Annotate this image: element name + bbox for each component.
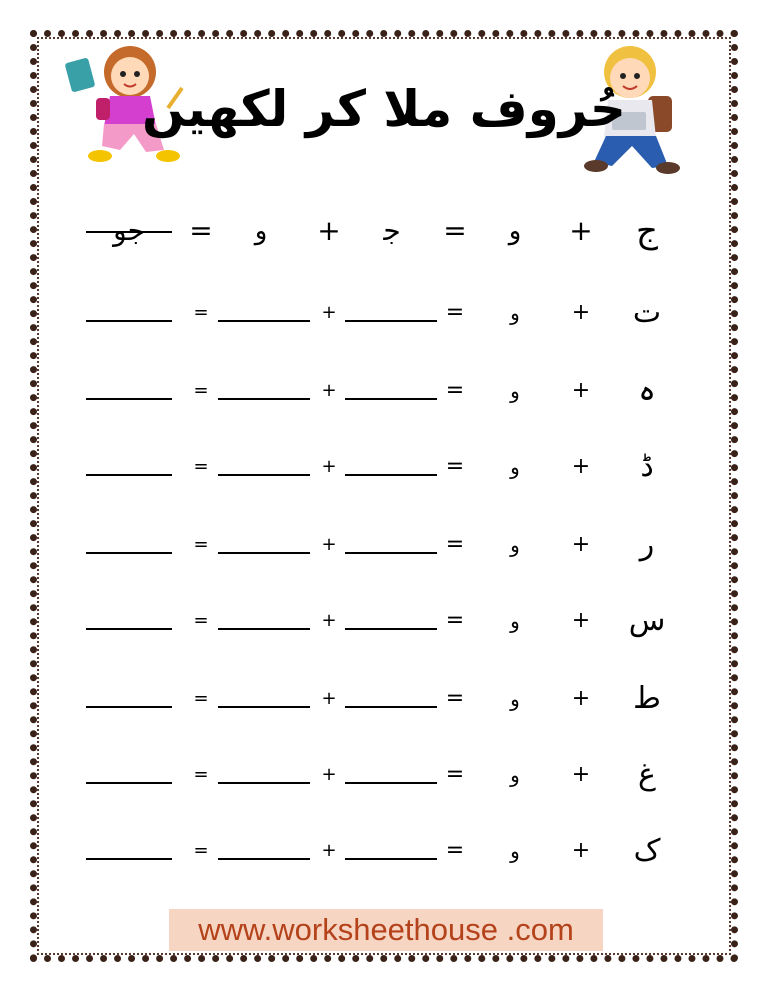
blank-answer[interactable] <box>86 706 172 708</box>
worksheet-title: حُروف ملا کر لکھیں <box>142 80 626 138</box>
blank-waw[interactable] <box>218 398 310 400</box>
blank-answer[interactable] <box>86 858 172 860</box>
plus-sign: + <box>569 214 593 247</box>
blank-joined-letter[interactable] <box>345 474 437 476</box>
waw-letter: و <box>508 216 522 246</box>
equals-sign: = <box>189 214 213 247</box>
waw-letter: و <box>510 763 520 787</box>
blank-joined-letter[interactable] <box>345 782 437 784</box>
plus-sign: + <box>571 686 591 711</box>
blank-joined-letter[interactable] <box>345 706 437 708</box>
blank-answer[interactable] <box>86 474 172 476</box>
exercise-row <box>0 750 768 800</box>
waw-letter: و <box>510 533 520 557</box>
exercise-row <box>0 288 768 338</box>
equals-sign: = <box>445 762 465 787</box>
blank-joined-letter[interactable] <box>345 628 437 630</box>
equals-sign: = <box>193 840 209 861</box>
example-letter: ج <box>636 211 658 251</box>
waw-letter: و <box>510 839 520 863</box>
waw-letter: و <box>510 379 520 403</box>
example-joined-letter: ﺟ <box>383 214 401 247</box>
blank-waw[interactable] <box>218 552 310 554</box>
blank-answer[interactable] <box>86 552 172 554</box>
blank-waw[interactable] <box>218 858 310 860</box>
exercise-row <box>0 520 768 570</box>
plus-sign: + <box>571 608 591 633</box>
equals-sign: = <box>193 764 209 785</box>
blank-answer[interactable] <box>86 320 172 322</box>
blank-joined-letter[interactable] <box>345 398 437 400</box>
row-letter: غ <box>638 757 656 792</box>
waw-letter: و <box>510 455 520 479</box>
row-letter: ط <box>633 681 661 716</box>
blank-answer[interactable] <box>86 782 172 784</box>
equals-sign: = <box>443 214 467 247</box>
example-answer: جو <box>113 214 145 247</box>
plus-sign: + <box>321 840 337 861</box>
website-footer[interactable]: www.worksheethouse .com <box>169 909 603 951</box>
exercise-row <box>0 826 768 876</box>
answer-line <box>86 231 172 233</box>
blank-waw[interactable] <box>218 782 310 784</box>
equals-sign: = <box>193 302 209 323</box>
exercise-row <box>0 674 768 724</box>
blank-joined-letter[interactable] <box>345 320 437 322</box>
plus-sign: + <box>321 380 337 401</box>
plus-sign: + <box>571 532 591 557</box>
plus-sign: + <box>321 688 337 709</box>
blank-waw[interactable] <box>218 474 310 476</box>
exercise-row <box>0 366 768 416</box>
equals-sign: = <box>193 688 209 709</box>
plus-sign: + <box>317 214 341 247</box>
plus-sign: + <box>571 300 591 325</box>
equals-sign: = <box>445 454 465 479</box>
row-letter: س <box>628 603 666 638</box>
equals-sign: = <box>445 686 465 711</box>
equals-sign: = <box>193 380 209 401</box>
equals-sign: = <box>445 608 465 633</box>
equals-sign: = <box>445 300 465 325</box>
exercise-row <box>0 596 768 646</box>
equals-sign: = <box>193 534 209 555</box>
equals-sign: = <box>445 838 465 863</box>
exercise-row <box>0 442 768 492</box>
waw-letter: و <box>510 687 520 711</box>
plus-sign: + <box>571 838 591 863</box>
row-letter: ڈ <box>640 449 654 484</box>
row-letter: ہ <box>638 373 656 408</box>
plus-sign: + <box>571 378 591 403</box>
plus-sign: + <box>571 454 591 479</box>
row-letter: ر <box>639 527 655 562</box>
blank-answer[interactable] <box>86 398 172 400</box>
blank-joined-letter[interactable] <box>345 552 437 554</box>
row-letter: ک <box>633 833 661 868</box>
plus-sign: + <box>321 456 337 477</box>
plus-sign: + <box>321 764 337 785</box>
row-letter: ت <box>632 295 662 330</box>
example-row <box>0 206 768 256</box>
equals-sign: = <box>445 378 465 403</box>
blank-waw[interactable] <box>218 706 310 708</box>
plus-sign: + <box>571 762 591 787</box>
blank-waw[interactable] <box>218 628 310 630</box>
plus-sign: + <box>321 610 337 631</box>
plus-sign: + <box>321 534 337 555</box>
equals-sign: = <box>193 610 209 631</box>
plus-sign: + <box>321 302 337 323</box>
equals-sign: = <box>193 456 209 477</box>
example-waw: و <box>254 216 268 246</box>
blank-answer[interactable] <box>86 628 172 630</box>
blank-waw[interactable] <box>218 320 310 322</box>
waw-letter: و <box>510 609 520 633</box>
equals-sign: = <box>445 532 465 557</box>
waw-letter: و <box>510 301 520 325</box>
blank-joined-letter[interactable] <box>345 858 437 860</box>
